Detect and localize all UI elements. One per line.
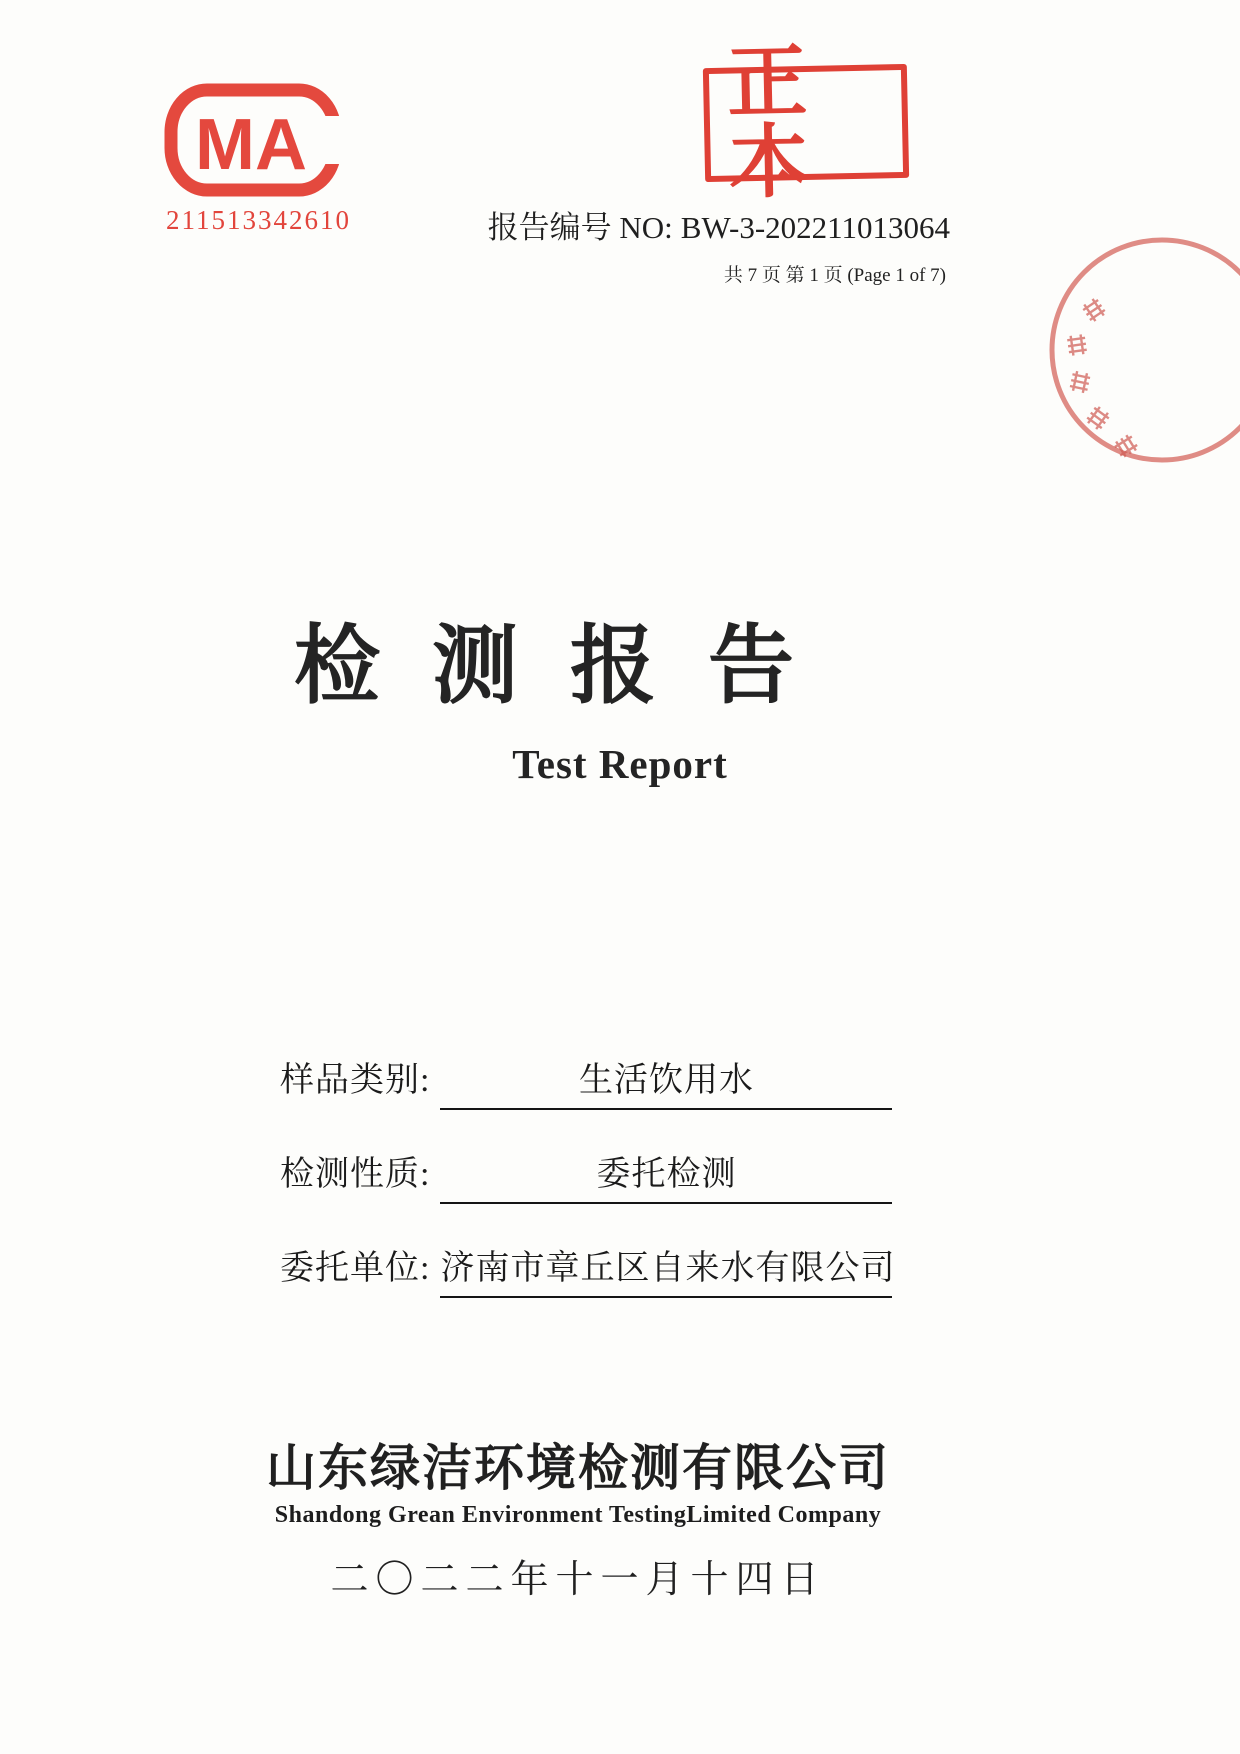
field-sample-category <box>280 1052 920 1110</box>
report-title-zh: 检测报告 <box>294 618 846 714</box>
report-title-en: Test Report <box>512 741 728 787</box>
field-test-nature <box>280 1146 920 1204</box>
report-number-value: BW-3-202211013064 <box>680 210 950 245</box>
company-name-en: Shandong Grean Environment TestingLimited Company <box>274 1502 882 1528</box>
field-value: 委托检测 <box>440 1146 892 1204</box>
partial-round-seal-icon <box>1030 228 1240 478</box>
report-date: 二〇二二年十一月十四日 <box>330 1559 826 1601</box>
report-number-line <box>488 202 950 247</box>
original-copy-stamp <box>703 38 909 209</box>
field-label: 检测性质: <box>280 1156 431 1193</box>
page-count-line: 共 7 页 第 1 页 (Page 1 of 7) <box>723 265 946 286</box>
field-client-unit <box>280 1240 920 1298</box>
cma-certificate-number: 211513342610 <box>166 205 351 235</box>
company-name-zh: 山东绿洁环境检测有限公司 <box>266 1440 890 1496</box>
cma-accreditation-stamp <box>162 82 352 236</box>
cma-letters: MA <box>195 105 307 185</box>
field-label: 样品类别: <box>280 1062 431 1099</box>
cover-fields <box>280 1052 920 1334</box>
field-value: 生活饮用水 <box>440 1052 892 1110</box>
report-number-label: 报告编号 NO: <box>487 210 673 245</box>
field-value: 济南市章丘区自来水有限公司 <box>440 1240 892 1298</box>
original-stamp-label: 正本 <box>726 38 828 209</box>
cma-logo-icon <box>162 82 344 198</box>
field-label: 委托单位: <box>280 1250 431 1287</box>
